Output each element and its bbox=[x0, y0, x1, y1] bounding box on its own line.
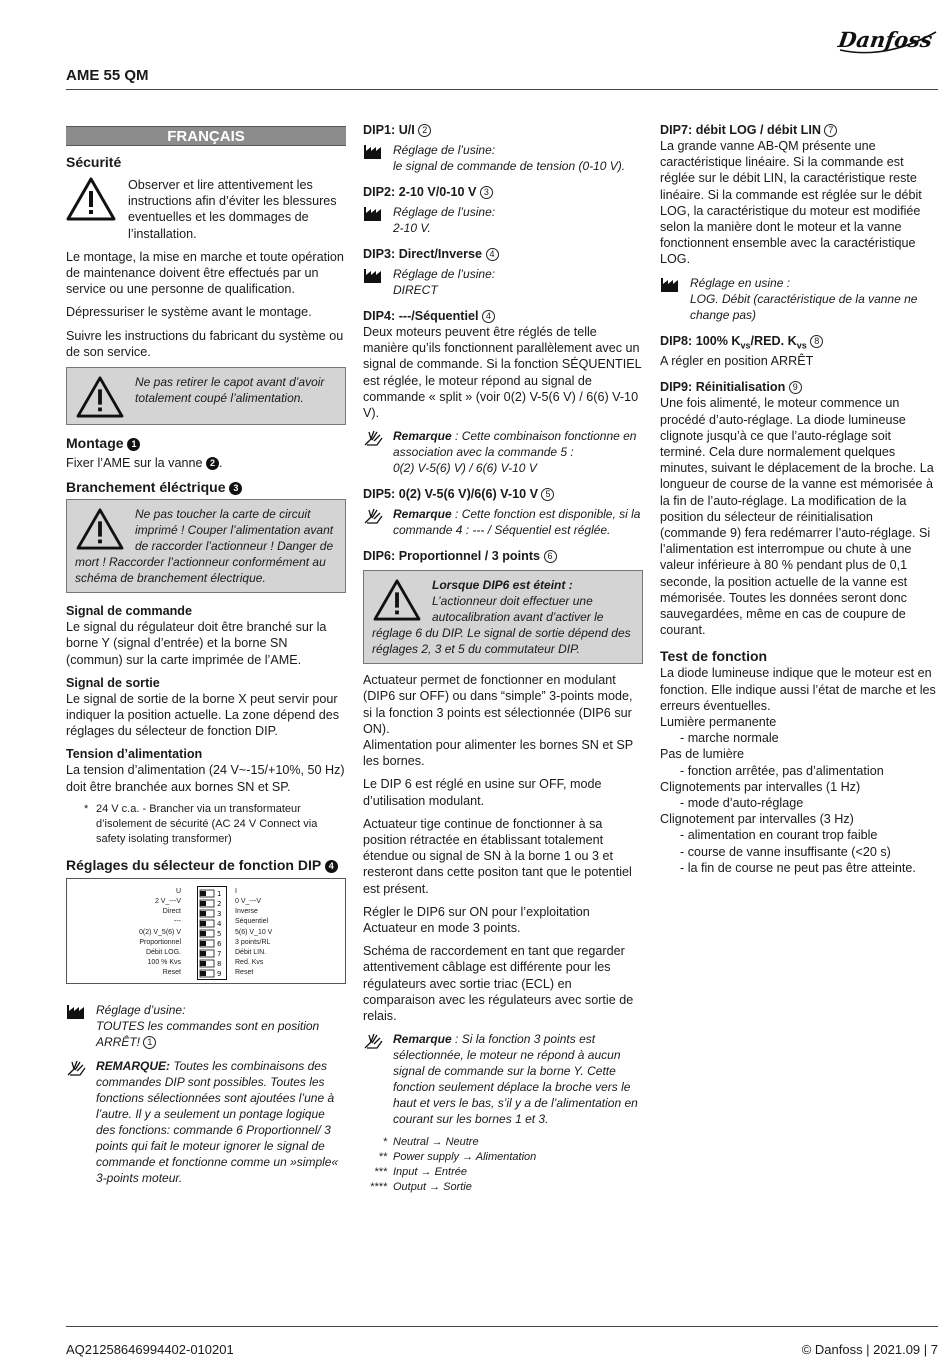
signal-heading: Signal de commande bbox=[66, 604, 192, 619]
column-1 bbox=[66, 122, 346, 1194]
factory-icon bbox=[66, 1002, 88, 1020]
factory-note: Réglage de l’usine: le signal de commande de tension (0-10 V). bbox=[363, 142, 643, 174]
svg-text:4: 4 bbox=[217, 919, 222, 928]
paragraph: Suivre les instructions du fabricant du système ou de son service. bbox=[66, 328, 344, 359]
dip7-heading: DIP7: débit LOG / débit LIN 7 bbox=[660, 122, 940, 138]
list-item: - alimentation en courant trop faible bbox=[680, 828, 878, 843]
factory-icon bbox=[660, 275, 682, 293]
dip3-heading: DIP3: Direct/Inverse 4 bbox=[363, 246, 643, 262]
paragraph: Schéma de raccordement en tant que regarder attentivement câblage est différente pour les régulateurs avec sortie triac (ECL) en comparaison avec les régulateurs avec sortie de relais. bbox=[363, 944, 634, 1024]
danfoss-logo bbox=[836, 20, 940, 58]
footnote: * 24 V c.a. - Brancher via un transformateur d’isolement de sécurité (AC 24 V Connect via safety isolating transformer) bbox=[84, 802, 318, 845]
list-item: Clignotement par intervalles (3 Hz) bbox=[660, 812, 854, 827]
remark-note: REMARQUE: Toutes les combinaisons des commandes DIP sont possibles. Toutes les fonctions sélectionnées sont ajoutées l’une à l’autre. Il y a seulement un pontage logique des fonctions: commande 6 Proportionnel/ 3 points qui fait le moteur ignorer le signal de commande et fonctionne comme un »simple« 3-points moteur. bbox=[66, 1058, 346, 1186]
factory-note: Réglage de l’usine: 2-10 V. bbox=[363, 204, 643, 236]
paragraph: Deux moteurs peuvent être réglés de telle manière qu’ils fonctionnent parallèlement avec un signal de commande. Si la fonction SÉQUENTIEL est réglée, le moteur répond au signal de commande « split » (voir 0(2) V-5(6 V) / 6(6) V-10 V). bbox=[363, 325, 642, 421]
remark-note: Remarque : Cette fonction est disponible, si la commande 4 : --- / Séquentiel est réglée. bbox=[363, 506, 643, 538]
security-warning bbox=[66, 177, 346, 242]
paragraph: Fixer l’AME sur la vanne 2 . bbox=[66, 456, 223, 471]
remark-note: Remarque : Si la fonction 3 points est sélectionnée, le moteur ne répond à aucun signal de commande sur la borne Y. Cette fonction seulement déplace la broche vers le haut et vers le bas, s’il y a de l’alimentation en courant sur les bornes 1 et 3. bbox=[363, 1031, 643, 1127]
warning-icon bbox=[75, 376, 125, 418]
paragraph: Le montage, la mise en marche et toute opération de maintenance doivent être effectués par un service ou une personne de qualification. bbox=[66, 249, 344, 297]
paragraph: Le signal de sortie de la borne X peut servir pour indiquer la position actuelle. La zone dépend des réglages du sélecteur de fonction DIP. bbox=[66, 691, 340, 739]
doc-title: AME 55 QM bbox=[66, 67, 149, 84]
warning-box bbox=[66, 499, 346, 593]
paragraph: Une fois alimenté, le moteur commence un procédé d’auto-réglage. La diode lumineuse clignote jusqu’à ce que l’auto-réglage soit terminé. Cela dure normalement quelques minutes, suivant le déplacement de la broche. La longueur de course de la vanne est mémorisée à la fin de l’auto-réglage. La modification de la position du sélecteur de réinitialisation (commande 9) fera redémarrer l’auto-réglage. Si l’alimentation est interrompue ou chute à une valeur inférieure à 80 % pendant plus de 0,1 seconde, la position actuelle de la vanne est mémorisée. Toutes les données seront donc sauvegardées, même en cas de coupure de courant. bbox=[660, 396, 934, 638]
paragraph: Le DIP 6 est réglé en usine sur OFF, mode d’utilisation modulant. bbox=[363, 777, 602, 808]
sortie-heading: Signal de sortie bbox=[66, 675, 160, 690]
remark-note: Remarque : Cette combinaison fonctionne en association avec la commande 5 : 0(2) V-5(6) V) / 6(6) V-10 V bbox=[363, 428, 643, 476]
factory-icon bbox=[363, 142, 385, 160]
hand-icon bbox=[66, 1058, 88, 1076]
step-number: 3 bbox=[229, 482, 242, 495]
footer-rule bbox=[66, 1326, 938, 1327]
svg-text:Danfoss: Danfoss bbox=[836, 27, 934, 52]
dip-left-labels: U 2 V_---V Direct --- 0(2) V_5(6) V Proportionnel Débit LOG. 100 % Kvs Reset bbox=[138, 887, 181, 977]
footnotes bbox=[363, 1135, 643, 1195]
svg-text:1: 1 bbox=[217, 889, 222, 898]
list-item: - la fin de course ne peut pas être atteinte. bbox=[680, 860, 916, 875]
montage-heading: Montage 1 bbox=[66, 435, 346, 452]
copyright: © Danfoss | 2021.09 | 7 bbox=[801, 1342, 938, 1357]
svg-text:8: 8 bbox=[217, 959, 222, 968]
paragraph: A régler en position ARRÊT bbox=[660, 354, 814, 369]
warning-box: Lorsque DIP6 est éteint : L’actionneur doit effectuer une autocalibration avant d’activer le réglage 6 du DIP. Le signal de sortie dépend des réglages 2, 3 et 5 du commutateur DIP. bbox=[363, 570, 643, 664]
status-list bbox=[660, 714, 940, 876]
list-item: - course de vanne insuffisante (<20 s) bbox=[680, 844, 891, 859]
paragraph: Le signal du régulateur doit être branché sur la borne Y (signal d’entrée) et la borne SN (commun) sur la carte imprimée de l’AME. bbox=[66, 620, 327, 667]
list-item: Pas de lumière bbox=[660, 747, 744, 762]
warning-icon bbox=[66, 177, 116, 221]
warning-icon bbox=[75, 508, 125, 550]
factory-note: Réglage de l’usine: DIRECT bbox=[363, 266, 643, 298]
warning-text: Ne pas toucher la carte de circuit imprimé ! Couper l’alimentation avant de raccorder l’actionneur ! Danger de mort ! Raccorder l’actionneur conformément au schéma de branchement électrique. bbox=[75, 507, 334, 586]
footnote: * Neutral → Neutre bbox=[382, 1136, 479, 1149]
hand-icon bbox=[363, 506, 385, 524]
dip-switch-diagram bbox=[66, 878, 346, 984]
header-rule bbox=[66, 89, 938, 90]
warning-box bbox=[66, 367, 346, 425]
factory-icon bbox=[363, 266, 385, 284]
column-2 bbox=[363, 122, 643, 1195]
svg-text:6: 6 bbox=[217, 939, 222, 948]
factory-icon bbox=[363, 204, 385, 222]
warning-icon bbox=[372, 579, 422, 621]
dip4-heading: DIP4: ---/Séquentiel 4 bbox=[363, 308, 643, 324]
doc-code: AQ21258646994402-010201 bbox=[66, 1342, 234, 1357]
tension-heading: Tension d’alimentation bbox=[66, 747, 203, 762]
svg-text:2: 2 bbox=[217, 899, 222, 908]
test-heading: Test de fonction bbox=[660, 648, 768, 665]
step-number: 2 bbox=[206, 457, 219, 470]
paragraph: Actuateur permet de fonctionner en modulant (DIP6 sur OFF) ou dans “simple” 3-points mode, si la fonction 3 points est sélectionnée (DIP6 sur ON). Alimentation pour alimenter les bornes SN et SP les bornes. bbox=[363, 673, 633, 769]
footnote: *** Input → Entrée bbox=[374, 1166, 467, 1179]
factory-note: Réglage d’usine: TOUTES les commandes sont en position ARRÊT! 1 bbox=[66, 1002, 346, 1050]
svg-text:9: 9 bbox=[217, 969, 222, 978]
svg-text:7: 7 bbox=[217, 949, 222, 958]
dip5-heading: DIP5: 0(2) V-5(6 V)/6(6) V-10 V 5 bbox=[363, 486, 643, 502]
dip6-heading: DIP6: Proportionnel / 3 points 6 bbox=[363, 548, 643, 564]
list-item: Lumière permanente bbox=[660, 715, 777, 729]
list-item: Clignotements par intervalles (1 Hz) bbox=[660, 779, 861, 794]
column-3 bbox=[660, 122, 940, 876]
list-item: - mode d’auto-réglage bbox=[680, 796, 804, 811]
list-item: - fonction arrêtée, pas d’alimentation bbox=[680, 763, 884, 778]
dip9-heading: DIP9: Réinitialisation 9 bbox=[660, 379, 940, 395]
dip1-heading: DIP1: U/I 2 bbox=[363, 122, 643, 138]
branchement-heading: Branchement éléctrique 3 bbox=[66, 479, 346, 496]
paragraph: La tension d’alimentation (24 V~-15/+10%, 50 Hz) doit être branchée aux bornes SN et SP. bbox=[66, 763, 345, 794]
step-number: 4 bbox=[325, 860, 338, 873]
dip2-heading: DIP2: 2-10 V/0-10 V 3 bbox=[363, 184, 643, 200]
paragraph: Régler le DIP6 sur ON pour l’exploitation Actuateur en mode 3 points. bbox=[363, 904, 590, 936]
section-title: FRANÇAIS bbox=[66, 126, 346, 146]
paragraph: La diode lumineuse indique que le moteur est en fonction. Elle indique aussi l’état de marche et les erreurs éventuelles. bbox=[660, 666, 936, 713]
factory-note: Réglage en usine : LOG. Débit (caractéristique de la vanne ne change pas) bbox=[660, 275, 940, 323]
warning-text: Ne pas retirer le capot avant d’avoir totalement coupé l’alimentation. bbox=[135, 375, 325, 406]
paragraph: La grande vanne AB-QM présente une caractéristique linéaire. Si la commande est réglée sur le débit LIN, la caractéristique reste linéaire. Si la commande est réglée sur le débit LOG, la caractéristique du moteur est modifiée selon la manière dont le moteur et la vanne fonctionnent ensemble avec la caractéristique LOG. bbox=[660, 139, 922, 267]
hand-icon bbox=[363, 1031, 385, 1049]
svg-text:3: 3 bbox=[217, 909, 222, 918]
footnote: **** Output → Sortie bbox=[369, 1181, 472, 1194]
dip-right-labels: I 0 V_---V Inverse Séquentiel 5(6) V_10 V 3 points/RL Débit LIN. Red. Kvs Reset bbox=[235, 887, 273, 977]
svg-text:5: 5 bbox=[217, 929, 222, 938]
paragraph: Dépressuriser le système avant le montage. bbox=[66, 305, 312, 320]
paragraph: Actuateur tige continue de fonctionner à sa position rétractée en établissant totalement étendue ou signal de SN à la borne 1 ou 3 et resteront dans cette positon tant que le potentiel est présent. bbox=[363, 816, 632, 896]
hand-icon bbox=[363, 428, 385, 446]
dip8-heading: DIP8: 100% $K_{vs}$/RED. $K_{vs}$ 8 bbox=[660, 333, 940, 354]
step-number: 1 bbox=[127, 438, 140, 451]
dip-switch-icon bbox=[197, 886, 227, 980]
list-item: - marche normale bbox=[680, 731, 779, 746]
footnote: ** Power supply → Alimentation bbox=[378, 1151, 537, 1164]
dip-heading: Réglages du sélecteur de fonction DIP 4 bbox=[66, 857, 346, 874]
security-warning-text: Observer et lire attentivement les instructions afin d’éviter les blessures eventuelles et les dommages de l’installation. bbox=[128, 178, 337, 241]
security-heading: Sécurité bbox=[66, 154, 122, 170]
